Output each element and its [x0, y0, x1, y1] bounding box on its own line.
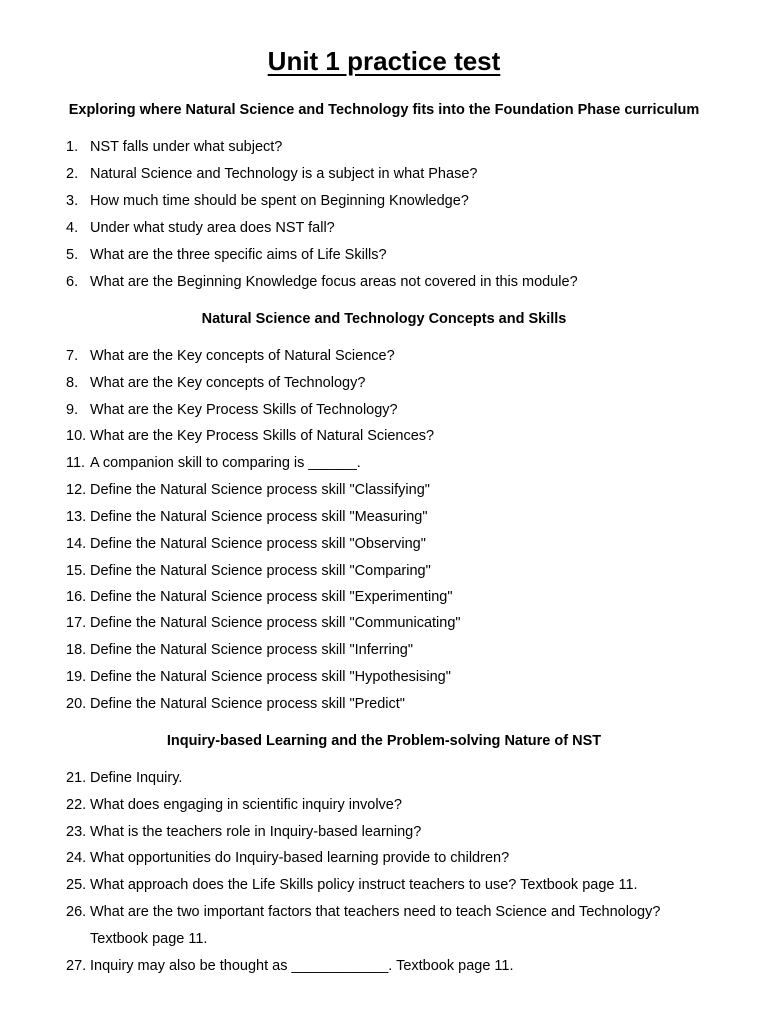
question-text: What does engaging in scientific inquiry involve?	[90, 797, 402, 813]
question-text: What are the Key Process Skills of Technology?	[90, 402, 398, 418]
question-number: 12.	[66, 482, 87, 498]
question-number: 13.	[66, 509, 87, 525]
question-number: 19.	[66, 669, 87, 685]
question-number: 15.	[66, 563, 87, 579]
question-number: 22.	[66, 797, 87, 813]
question-number: 7.	[66, 348, 79, 364]
question-text: Define the Natural Science process skill "Communicating"	[90, 615, 461, 631]
question-number: 2.	[66, 166, 79, 182]
question-number: 27.	[66, 958, 87, 974]
question-text: Define Inquiry.	[90, 770, 183, 786]
question-text: Define the Natural Science process skill "Classifying"	[90, 482, 430, 498]
question-text: What are the Key concepts of Technology?	[90, 375, 366, 391]
question-number: 1.	[66, 139, 79, 155]
question-number: 6.	[66, 274, 79, 290]
question-number: 24.	[66, 850, 87, 866]
section-heading: Inquiry-based Learning and the Problem-solving Nature of NST	[166, 733, 602, 749]
question-text: Define the Natural Science process skill "Measuring"	[90, 509, 428, 525]
question-number: 26.	[66, 904, 87, 920]
page-title: Unit 1 practice test	[267, 46, 501, 76]
question-text: Textbook page 11.	[90, 931, 208, 947]
question-number: 3.	[66, 193, 79, 209]
question-text: What are the Key concepts of Natural Science?	[90, 348, 395, 364]
question-text: Define the Natural Science process skill "Comparing"	[90, 563, 431, 579]
question-number: 11.	[66, 455, 86, 471]
question-text: Define the Natural Science process skill "Inferring"	[90, 642, 413, 658]
question-number: 25.	[66, 877, 87, 893]
question-number: 21.	[66, 770, 87, 786]
question-text: Define the Natural Science process skill "Observing"	[90, 536, 426, 552]
question-number: 10.	[66, 428, 87, 444]
section-heading: Natural Science and Technology Concepts and Skills	[201, 311, 567, 327]
question-number: 9.	[66, 402, 79, 418]
question-text: What is the teachers role in Inquiry-based learning?	[90, 824, 422, 840]
question-number: 8.	[66, 375, 79, 391]
question-text: Define the Natural Science process skill "Experimenting"	[90, 589, 453, 605]
question-number: 23.	[66, 824, 87, 840]
question-number: 17.	[66, 615, 87, 631]
question-number: 4.	[66, 220, 79, 236]
section-heading: Exploring where Natural Science and Technology fits into the Foundation Phase curriculum	[68, 102, 700, 118]
question-text: What are the two important factors that teachers need to teach Science and Technology?	[90, 904, 661, 920]
question-text: Define the Natural Science process skill "Predict"	[90, 696, 405, 712]
question-text: What are the Beginning Knowledge focus areas not covered in this module?	[90, 274, 578, 290]
question-text: Under what study area does NST fall?	[90, 220, 335, 236]
question-number: 14.	[66, 536, 87, 552]
question-text: Inquiry may also be thought as ____________. Textbook page 11.	[90, 958, 514, 974]
question-text: Natural Science and Technology is a subject in what Phase?	[90, 166, 478, 182]
question-number: 5.	[66, 247, 79, 263]
question-text: What approach does the Life Skills policy instruct teachers to use? Textbook page 11.	[90, 877, 638, 893]
question-text: How much time should be spent on Beginning Knowledge?	[90, 193, 469, 209]
question-text: NST falls under what subject?	[90, 139, 283, 155]
question-text: Define the Natural Science process skill "Hypothesising"	[90, 669, 451, 685]
question-number: 18.	[66, 642, 87, 658]
question-text: What are the Key Process Skills of Natural Sciences?	[90, 428, 435, 444]
question-text: A companion skill to comparing is ______.	[90, 455, 361, 471]
question-text: What opportunities do Inquiry-based learning provide to children?	[90, 850, 510, 866]
question-text: What are the three specific aims of Life Skills?	[90, 247, 387, 263]
question-number: 20.	[66, 696, 87, 712]
question-number: 16.	[66, 589, 87, 605]
